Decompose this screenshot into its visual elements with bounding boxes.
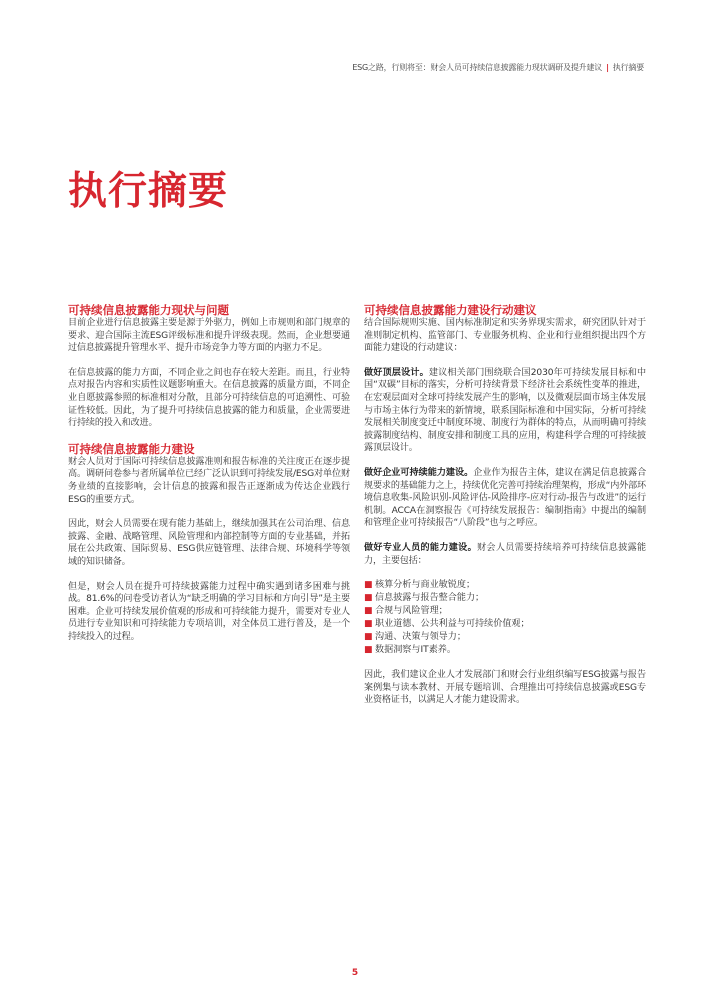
list-item: ■ 信息披露与报告整合能力； (364, 593, 485, 604)
bullet-icon: ■ (364, 593, 373, 604)
lead-text: 做好企业可持续能力建设。 (364, 467, 474, 478)
list-item: ■ 合规与风险管理； (364, 606, 448, 617)
header-section: 执行摘要 (612, 63, 644, 72)
page-title: 执行摘要 (68, 169, 229, 214)
list-item: ■ 职业道德、公共利益与可持续价值观； (364, 619, 530, 630)
paragraph: 因此，财会人员需要在现有能力基础上，继续加强其在公司治理、信息披露、金融、战略管理、风险管理和内部控制等方面的专业基础，并拓展在公共政策、国际贸易、ESG供应链管理、法律合规、环境科学等领域的知识储备。 (68, 519, 350, 567)
bullet-icon: ■ (364, 606, 373, 617)
paragraph: 但是，财会人员在提升可持续披露能力过程中确实遇到诸多困难与挑战。81.6%的问卷受访者认为“缺乏明确的学习目标和方向引导”是主要困难。企业可持续发展价值观的形成和可持续能力提升，需要对专业人员进行专业知识和可持续能力专项培训，对全体员工进行普及，是一个持续投入的过程。 (68, 581, 350, 642)
list-item: ■ 数据洞察与IT素养。 (364, 645, 456, 656)
lead-text: 做好顶层设计。 (364, 367, 429, 378)
section-heading-actions: 可持续信息披露能力建设行动建议 (364, 303, 537, 317)
bullet-icon: ■ (364, 645, 373, 656)
paragraph: 在信息披露的能力方面，不同企业之间也存在较大差距。而且，行业特点对报告内容和实质性议题影响重大。在信息披露的质量方面，不同企业自愿披露参照的标准相对分散，且部分可持续信息的可追溯性、可验证性较低。因此，为了提升可持续信息披露的能力和质量，企业需要进行持续的投入和改进。 (68, 367, 350, 429)
left-column (68, 303, 350, 655)
list-item: ■ 沟通、决策与领导力； (364, 632, 466, 643)
paragraph: 财会人员对于国际可持续信息披露准则和报告标准的关注度正在逐步提高。调研问卷参与者所属单位已经广泛认识到可持续发展/ESG对单位财务业绩的直接影响，会计信息的披露和报告正逐渐成为传达企业践行ESG的重要方式。 (68, 456, 350, 505)
body-text: 财会人员需要持续培养可持续信息披露能力，主要包括： (364, 542, 646, 566)
list-item: ■ 核算分析与商业敏锐度； (364, 580, 476, 591)
body-text: 建议相关部门围绕联合国2030年可持续发展目标和中国“双碳”目标的落实，分析可持续背景下经济社会系统性变革的推进，在宏观层面对全球可持续发展产生的影响，以及微观层面市场主体发展与市场主体行为带来的新情境，联系国际标准和中国实际，分析可持续发展相关制度变迁中制度环境、制度行为群体的特点，从而明确可持续披露制度结构、制度安排和制度工具的应用，构建科学合理的可持续披露顶层设计。 (364, 367, 646, 454)
paragraph: 目前企业进行信息披露主要是源于外驱力，例如上市规则和部门规章的要求、迎合国际主流ESG评级标准和提升评级表现。然而，企业想要通过信息披露提升管理水平、提升市场竞争力等方面的内驱力不足。 (68, 318, 350, 354)
body-text: 企业作为报告主体，建议在满足信息披露合规要求的基础能力之上，持续优化完善可持续治理架构，形成“内外部环境信息收集-风险识别-风险评估-风险排序-应对行动-报告与改进”的运行机制。ACCA在洞察报告《可持续发展报告：编制指南》中提出的编制和管理企业可持续报告“八阶段”也与之呼应。 (364, 467, 647, 529)
skills-list (364, 579, 646, 657)
paragraph-intro: 结合国际规则实施、国内标准制定和实务界现实需求，研究团队针对于准则制定机构、监管部门、专业服务机构、企业和行业组织提出四个方面能力建设的行动建议： (364, 318, 646, 354)
paragraph-professionals (364, 542, 646, 567)
paragraph-top-design (364, 367, 646, 455)
bullet-icon: ■ (364, 632, 373, 643)
bullet-icon: ■ (364, 580, 373, 591)
section-heading-capacity: 可持续信息披露能力建设 (68, 441, 195, 456)
page-number: 5 (351, 968, 359, 978)
bullet-icon: ■ (364, 619, 373, 630)
running-header (352, 62, 644, 73)
paragraph-closing: 因此，我们建议企业人才发展部门和财会行业组织编写ESG披露与报告案例集与读本教材、开展专题培训、合理推出可持续信息披露或ESG专业资格证书，以满足人才能力建设需求。 (364, 670, 646, 706)
right-column (364, 303, 646, 719)
header-separator: | (606, 63, 609, 72)
paragraph-enterprise (364, 467, 646, 530)
lead-text: 做好专业人员的能力建设。 (364, 542, 477, 553)
header-breadcrumb: ESG之路，行则将至：财会人员可持续信息披露能力现状调研及提升建议 (352, 63, 603, 72)
section-heading-status: 可持续信息披露能力现状与问题 (68, 303, 229, 317)
